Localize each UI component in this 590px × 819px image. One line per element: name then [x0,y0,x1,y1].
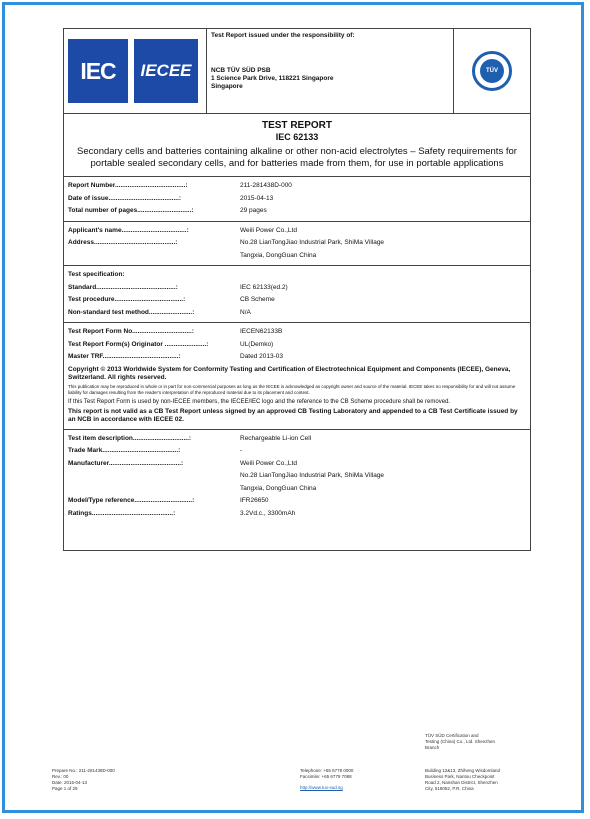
row-value: No.28 LianTongJiao Industrial Park, ShiMa Village [240,472,385,479]
row-label: Address.............................................: [68,239,178,246]
iecee-logo: IECEE [134,39,198,103]
form-and-copyright-section [64,323,530,430]
info-row [68,351,526,364]
info-row [68,458,526,471]
row-label: Date of issue.......................................: [68,194,182,202]
info-row [68,225,526,238]
row-label: Applicant's name....................................: [68,226,189,234]
standard-title: IEC 62133 [275,132,319,142]
row-label: Manufacturer........................................: [68,459,184,467]
responsibility-text: Test Report issued under the responsibility of: [211,32,355,39]
info-row [68,282,526,295]
info-row [68,483,526,496]
info-row [68,205,526,218]
info-row [68,495,526,508]
test-report-document [63,28,531,551]
title-block [64,114,530,177]
row-value: Tangxia, DongGuan China [240,251,317,259]
info-row [68,180,526,193]
row-value: UL(Demko) [240,340,274,348]
footer-text: Telephone: +65 6778 0000 [300,768,354,773]
row-label: Master TRF..........................................: [68,353,181,360]
row-value: Weili Power Co.,Ltd [240,459,297,467]
ncb-name: NCB TÜV SÜD PSB [211,67,271,74]
row-label: Standard............................................: [68,283,178,291]
row-value: - [240,447,243,454]
info-row [68,433,526,446]
row-value: Weili Power Co.,Ltd [240,226,297,234]
row-value: IEC 62133(ed.2) [240,283,288,291]
footer-text: Road 2, Nanshan District, Shenzhen [425,780,498,785]
row-value: N/A [240,308,251,316]
footer-text: TÜV SÜD Certification and [425,733,479,738]
header-logos [64,29,207,113]
footer-text: Testing (China) Co., Ltd. Shenzhen [425,739,496,744]
footer-text: Date: 2015-04-13 [52,780,88,785]
tuv-logo-text: TÜV [480,59,504,83]
copyright-fine-print: This publication may be reproduced in whole or in part for non-commercial purposes as long as the IECEE is acknowledged as copyright owner and source of the material. IECEE takes no responsibility for and will not assume liability for damages resulting from the reader's interpretation of the reproduced material due to its placement and context. [68,383,516,395]
info-row [68,445,526,458]
test-spec-section [64,266,530,323]
info-row [68,470,526,483]
row-label: Model/Type reference................................: [68,497,195,504]
info-row [68,326,526,339]
copyright-notice: Copyright © 2013 Worldwide System for Conformity Testing and Certification of Electrotechnical Equipment and Components (IECEE), Geneva, Switzerland. All rights reserved. [68,365,511,381]
row-value: Tangxia, DongGuan China [240,484,317,492]
footer-text: Business Park, Nantou Checkpoint [425,774,495,779]
report-header [64,29,530,114]
test-item-section [64,430,530,551]
ncb-info [211,67,334,91]
row-value: Rechargeable Li-ion Cell [240,434,312,442]
row-value: 3.2Vd.c., 3300mAh [240,509,296,517]
row-label: Total number of pages..............................: [68,207,194,214]
row-label: Test procedure......................................: [68,296,186,303]
row-label [68,470,240,483]
footer-text: City, 518052, P.R. China [425,786,474,791]
row-value: Dated 2013-03 [240,353,284,360]
row-label: Ratings.............................................: [68,509,176,517]
footer-text: Building 12&13, Zhiheng Wisdomland [425,768,501,773]
row-label [68,483,240,496]
tuv-logo-cell [454,29,530,113]
row-value: CB Scheme [240,296,275,303]
row-label: Non-standard test method........................: [68,308,195,316]
info-row [68,294,526,307]
report-info-section [64,177,530,222]
footer-text: Prepare No.: 211-281438D-000 [52,768,115,773]
footer-text: Facsimile: +65 6779 7088 [300,774,352,779]
row-label [68,250,240,263]
row-value: 2015-04-13 [240,194,274,202]
row-label: Report Number.......................................: [68,182,188,189]
ncb-country: Singapore [211,83,243,90]
info-row [68,237,526,250]
tuv-logo [472,51,512,91]
row-label: Test item description...............................: [68,434,192,442]
info-row [68,339,526,352]
section-heading-row [68,269,526,282]
row-label: Trade Mark..........................................: [68,447,181,454]
info-row [68,307,526,320]
footer-text: Rev.: 00 [52,774,69,779]
footer-text: Branch [425,745,440,750]
standard-description: Secondary cells and batteries containing alkaline or other non-acid electrolytes – Safety requirements for portable sealed secondary cells, and for batteries made from them, for use in portable applications [77,146,517,169]
ncb-address: 1 Science Park Drive, 118221 Singapore [211,75,334,82]
row-label: Test Report Form No.................................: [68,328,194,335]
non-member-notice: If this Test Report Form is used by non-IECEE members, the IECEE/IEC logo and the reference to the CB Scheme procedure shall be removed. [68,398,451,405]
info-row [68,508,526,521]
row-value: IFR26650 [240,497,269,504]
issuer-block [207,29,454,113]
row-value: IECEN62133B [240,328,283,335]
section-heading: Test specification: [68,271,125,278]
applicant-section [64,222,530,267]
footer-text: Page 1 of 29 [52,786,78,791]
row-value: No.28 LianTongJiao Industrial Park, ShiMa Village [240,239,385,246]
row-label: Test Report Form(s) Originator .......................: [68,340,209,348]
row-value: 29 pages [240,207,267,214]
validity-notice: This report is not valid as a CB Test Report unless signed by an approved CB Testing Laboratory and appended to a CB Test Certificate issued by an NCB in accordance with IECEE 02. [68,407,518,423]
iec-logo: IEC [68,39,128,103]
footer-website-link[interactable]: http://www.tuv-sud.sg [300,785,343,790]
info-row [68,193,526,206]
row-value: 211-281438D-000 [240,182,292,189]
report-title: TEST REPORT [261,120,332,131]
info-row [68,250,526,263]
